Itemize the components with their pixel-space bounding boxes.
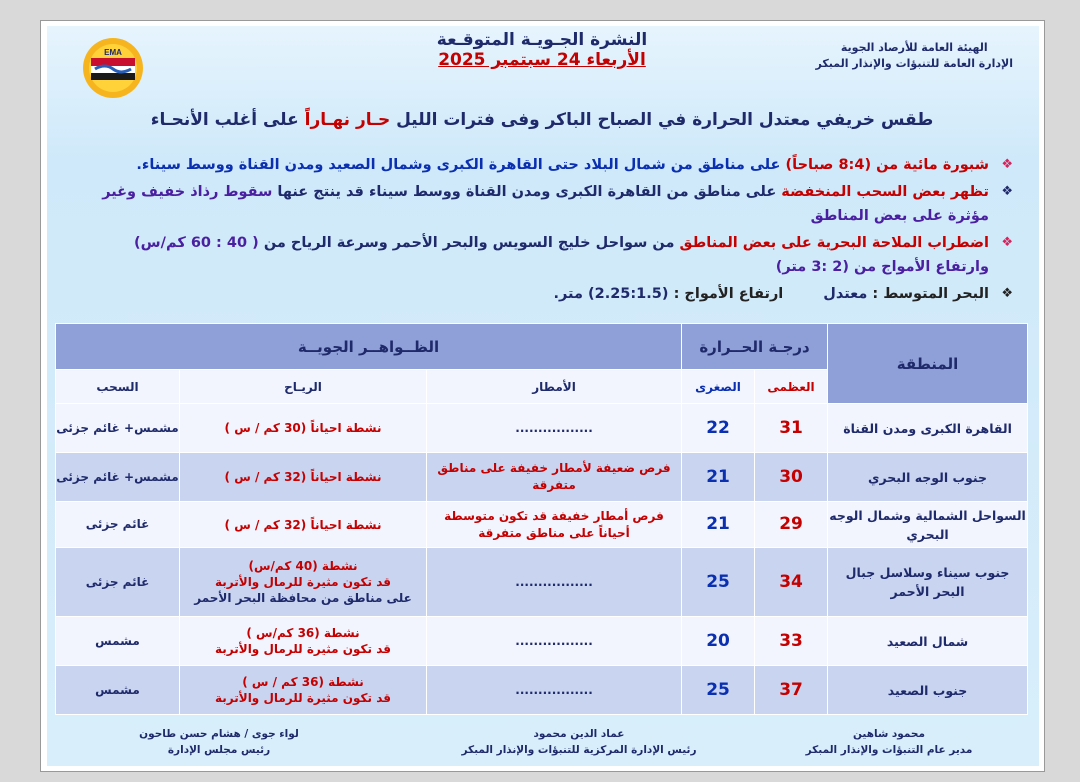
bullet-fog <box>87 153 1017 177</box>
header-phenomena: الظــواهــر الجويــة <box>56 324 682 370</box>
clouds-cell: غائم جزئى <box>56 548 180 617</box>
table-row <box>56 453 1028 502</box>
sea-label: البحر المتوسط : <box>867 286 989 302</box>
title-block <box>407 30 677 70</box>
table-row <box>56 548 1028 617</box>
header-min: الصغرى <box>682 370 755 404</box>
signer-name: لواء جوى / هشام حسن طاحون <box>139 728 299 740</box>
header-clouds: السحب <box>56 370 180 404</box>
rain-cell: ................. <box>427 548 682 617</box>
signer-title: رئيس الإدارة المركزية للتنبؤات والإنذار المبكر <box>461 744 697 756</box>
forecast-table <box>55 323 1028 715</box>
clouds-cell: مشمس+ غائم جزئى <box>56 404 180 453</box>
ema-logo-icon <box>81 36 145 100</box>
wind-line: نشطة احياناً (30 كم / س ) <box>224 421 382 435</box>
header-temperature: درجـة الحــرارة <box>682 324 828 370</box>
wind-line: نشطة (36 كم / س ) <box>242 675 364 689</box>
wind-cell <box>180 502 427 548</box>
organization-header <box>816 40 1013 72</box>
wind-line: قد تكون مثيرة للرمال والأتربة <box>215 642 392 656</box>
rain-cell: ................. <box>427 617 682 666</box>
wind-line: نشطة (40 كم/س) <box>248 559 358 573</box>
signer-title: رئيس مجلس الإدارة <box>167 744 271 756</box>
headline-highlight: حـار نهـاراً <box>304 110 391 130</box>
wind-line: قد تكون مثيرة للرمال والأتربة <box>215 691 392 705</box>
table-row <box>56 404 1028 453</box>
clouds-cell: مشمس <box>56 666 180 715</box>
header-wind: الريـاح <box>180 370 427 404</box>
diamond-bullet-icon: ❖ <box>1001 235 1013 250</box>
header-region: المنطقة <box>828 324 1028 404</box>
rain-cell: ................. <box>427 666 682 715</box>
bullet-clouds <box>87 180 1017 228</box>
wave-value: (2.25:1.5) متر. <box>553 286 669 302</box>
headline <box>127 110 957 130</box>
wind-line: قد تكون مثيرة للرمال والأتربة <box>215 575 392 589</box>
region-cell: جنوب سيناء وسلاسل جبال البحر الأحمر <box>828 548 1028 617</box>
min-temp-cell: 21 <box>682 502 755 548</box>
min-temp-cell: 21 <box>682 453 755 502</box>
table-row <box>56 502 1028 548</box>
org-name: الهيئة العامة للأرصاد الجوية <box>840 41 988 54</box>
table-row <box>56 666 1028 715</box>
diamond-bullet-icon: ❖ <box>1001 157 1013 172</box>
header-rain: الأمطار <box>427 370 682 404</box>
signer-name: عماد الدين محمود <box>533 728 625 740</box>
region-cell: القاهرة الكبرى ومدن القناة <box>828 404 1028 453</box>
region-cell: جنوب الصعيد <box>828 666 1028 715</box>
bullet-highlight: اضطراب الملاحة البحرية على بعض المناطق <box>679 235 989 251</box>
clouds-cell: غائم جزئى <box>56 502 180 548</box>
bullet-mediterranean <box>87 282 1017 306</box>
wave-label: ارتفاع الأمواج : <box>668 286 784 302</box>
sea-state: معتدل <box>823 286 868 302</box>
wind-cell <box>180 404 427 453</box>
bullet-text: على مناطق من القاهرة الكبرى ومدن القناة ووسط سيناء قد ينتج عنها <box>272 184 782 200</box>
headline-part: على أغلب الأنحـاء <box>150 110 305 130</box>
table-body <box>56 404 1028 715</box>
table-row <box>56 617 1028 666</box>
bullet-highlight: ( 40 : 60 كم/س) وارتفاع الأمواج من (2 :3 متر) <box>134 235 989 275</box>
rain-cell: فرص ضعيفة لأمطار خفيفة على مناطق متفرقة <box>427 453 682 502</box>
signer-title: مدير عام التنبؤات والإنذار المبكر <box>805 744 973 756</box>
wind-cell <box>180 548 427 617</box>
wind-line: نشطة احياناً (32 كم / س ) <box>224 470 382 484</box>
signature-1 <box>779 726 999 758</box>
bullet-highlight: شبورة مائية من (8:4 صباحاً) <box>785 157 989 173</box>
bullet-text: من سواحل خليج السويس والبحر الأحمر وسرعة الرياح من <box>258 235 680 251</box>
region-cell: جنوب الوجه البحري <box>828 453 1028 502</box>
signature-2 <box>439 726 719 758</box>
clouds-cell: مشمس+ غائم جزئى <box>56 453 180 502</box>
diamond-bullet-icon: ❖ <box>1001 184 1013 199</box>
bullet-navigation <box>87 231 1017 279</box>
wind-cell <box>180 666 427 715</box>
max-temp-cell: 37 <box>755 666 828 715</box>
bullet-highlight: سقوط رذاذ خفيف وغير مؤثرة على بعض المناطق <box>102 184 989 224</box>
wind-cell <box>180 453 427 502</box>
diamond-bullet-icon: ❖ <box>1001 286 1013 301</box>
max-temp-cell: 31 <box>755 404 828 453</box>
wind-line: نشطة (36 كم/س ) <box>246 626 360 640</box>
bullet-list <box>87 153 1017 309</box>
wind-line: على مناطق من محافظة البحر الأحمر <box>194 591 412 605</box>
bullet-highlight: تظهر بعض السحب المنخفضة <box>781 184 989 200</box>
page-title: النشرة الجـويـة المتوقـعة <box>436 30 648 50</box>
max-temp-cell: 34 <box>755 548 828 617</box>
org-department: الإدارة العامة للتنبؤات والإنذار المبكر <box>815 57 1013 70</box>
max-temp-cell: 33 <box>755 617 828 666</box>
signature-3 <box>99 726 339 758</box>
min-temp-cell: 25 <box>682 548 755 617</box>
wind-cell <box>180 617 427 666</box>
region-cell: السواحل الشمالية وشمال الوجه البحري <box>828 502 1028 548</box>
rain-cell: ................. <box>427 404 682 453</box>
logo-text: EMA <box>104 48 122 57</box>
max-temp-cell: 29 <box>755 502 828 548</box>
rain-cell: فرص أمطار خفيفة قد تكون متوسطة أحياناً على مناطق متفرقة <box>427 502 682 548</box>
region-cell: شمال الصعيد <box>828 617 1028 666</box>
forecast-bulletin <box>47 26 1039 766</box>
header-max: العظمى <box>755 370 828 404</box>
bullet-text: على مناطق من شمال البلاد حتى القاهرة الكبرى وشمال الصعيد ومدن القناة ووسط سيناء. <box>136 157 786 173</box>
clouds-cell: مشمس <box>56 617 180 666</box>
wind-line: نشطة احياناً (32 كم / س ) <box>224 517 382 532</box>
max-temp-cell: 30 <box>755 453 828 502</box>
signer-name: محمود شاهين <box>852 728 926 740</box>
min-temp-cell: 22 <box>682 404 755 453</box>
headline-part: طقس خريفي معتدل الحرارة في الصباح الباكر وفى فترات الليل <box>390 110 934 130</box>
min-temp-cell: 20 <box>682 617 755 666</box>
bulletin-date: الأربعاء 24 سبتمبر 2025 <box>438 50 646 70</box>
min-temp-cell: 25 <box>682 666 755 715</box>
